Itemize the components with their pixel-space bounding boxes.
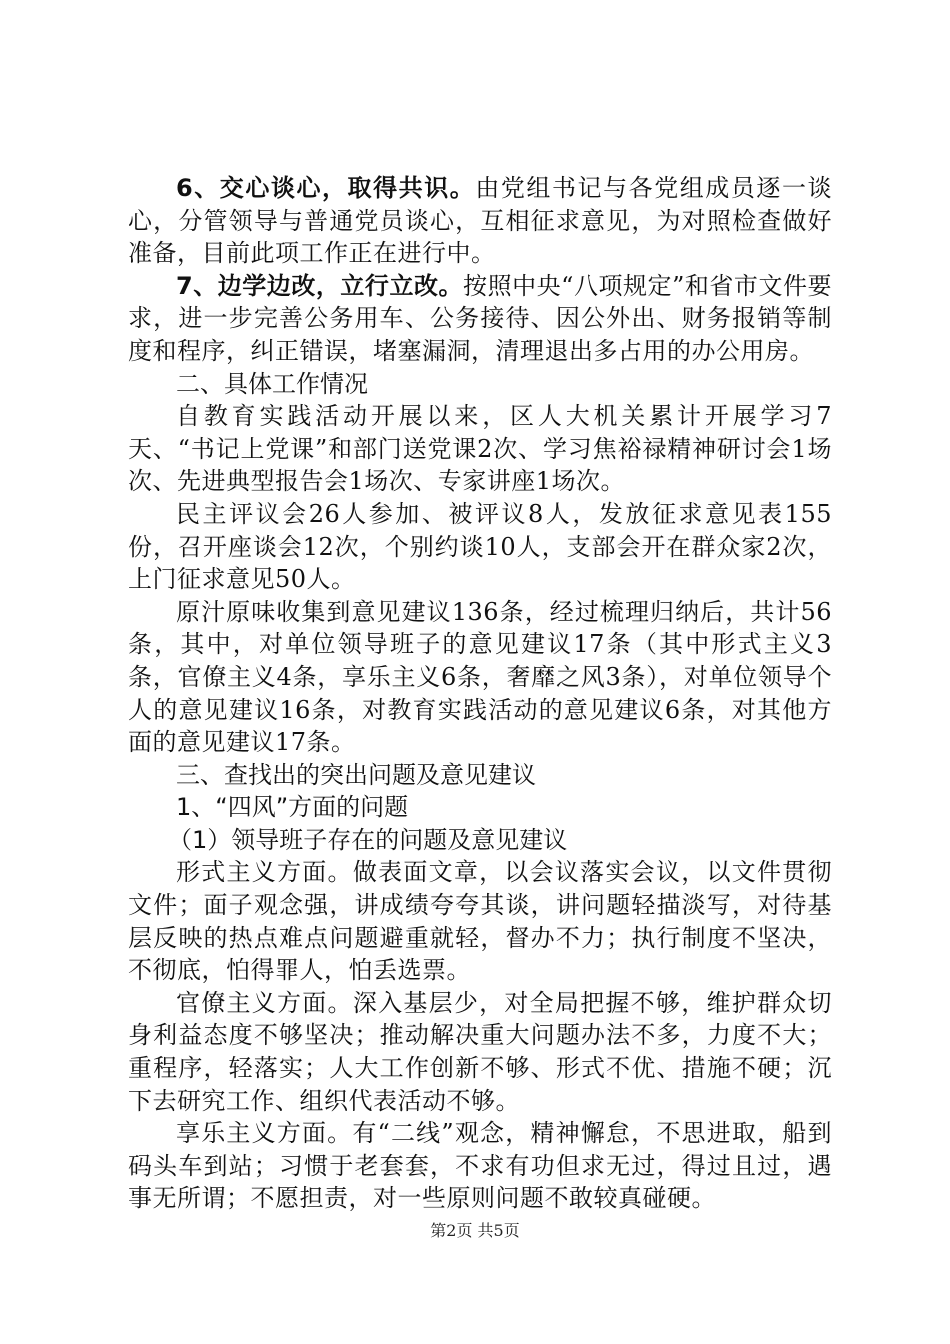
paragraph-6 bbox=[128, 172, 832, 270]
hedonism-paragraph: 享乐主义方面。有“二线”观念，精神懈怠，不思进取，船到码头车到站；习惯于老套套，不求有功但求无过，得过且过，遇事无所谓；不愿担责，对一些原则问题不敢较真碰硬。 bbox=[128, 1119, 832, 1213]
subsection-heading-3-1: 1、“四风”方面的问题 bbox=[176, 793, 409, 822]
work-paragraph-2: 民主评议会26人参加、被评议8人，发放征求意见表155份，召开座谈会12次，个别约谈10人，支部会开在群众家2次，上门征求意见50人。 bbox=[128, 499, 832, 594]
section-heading-3: 三、查找出的突出问题及意见建议 bbox=[176, 760, 536, 789]
page-footer: 第2页 共5页 bbox=[430, 1221, 520, 1240]
paragraph-7-lead: 7、边学边改，立行立改。 bbox=[176, 271, 464, 300]
work-paragraph-3: 原汁原味收集到意见建议136条，经过梳理归纳后，共计56条，其中，对单位领导班子的意见建议17条（其中形式主义3条，官僚主义4条，享乐主义6条，奢靡之风3条），对单位领导个人的意见建议16条，对教育实践活动的意见建议6条，对其他方面的意见建议17条。 bbox=[128, 597, 832, 757]
section-heading-2: 二、具体工作情况 bbox=[176, 369, 368, 398]
bureaucratism-paragraph: 官僚主义方面。深入基层少，对全局把握不够，维护群众切身利益态度不够坚决；推动解决重大问题办法不多，力度不大；重程序，轻落实；人大工作创新不够、形式不优、措施不硬；沉下去研究工作、组织代表活动不够。 bbox=[128, 988, 832, 1115]
paragraph-7-body: 按照中央“八项规定”和省市文件要求，进一步完善公务用车、公务接待、因公外出、财务报销等制度和程序，纠正错误，堵塞漏洞，清理退出多占用的办公用房。 bbox=[128, 271, 833, 365]
formalism-paragraph: 形式主义方面。做表面文章，以会议落实会议，以文件贯彻文件；面子观念强，讲成绩夸夸其谈，讲问题轻描淡写，对待基层反映的热点难点问题避重就轻，督办不力；执行制度不坚决，不彻底，怕得罪人，怕丢选票。 bbox=[128, 858, 832, 985]
paragraph-6-body: 由党组书记与各党组成员逐一谈心，分管领导与普通党员谈心，互相征求意见，为对照检查做好准备，目前此项工作正在进行中。 bbox=[128, 174, 833, 268]
work-paragraph-1: 自教育实践活动开展以来，区人大机关累计开展学习7天、“书记上党课”和部门送党课2次、学习焦裕禄精神研讨会1场次、先进典型报告会1场次、专家讲座1场次。 bbox=[128, 402, 832, 496]
paragraph-6-lead: 6、交心谈心，取得共识。 bbox=[176, 174, 476, 202]
subsection-heading-3-1-1: （1）领导班子存在的问题及意见建议 bbox=[168, 825, 568, 854]
document-body bbox=[128, 172, 832, 1215]
paragraph-7 bbox=[128, 270, 832, 368]
